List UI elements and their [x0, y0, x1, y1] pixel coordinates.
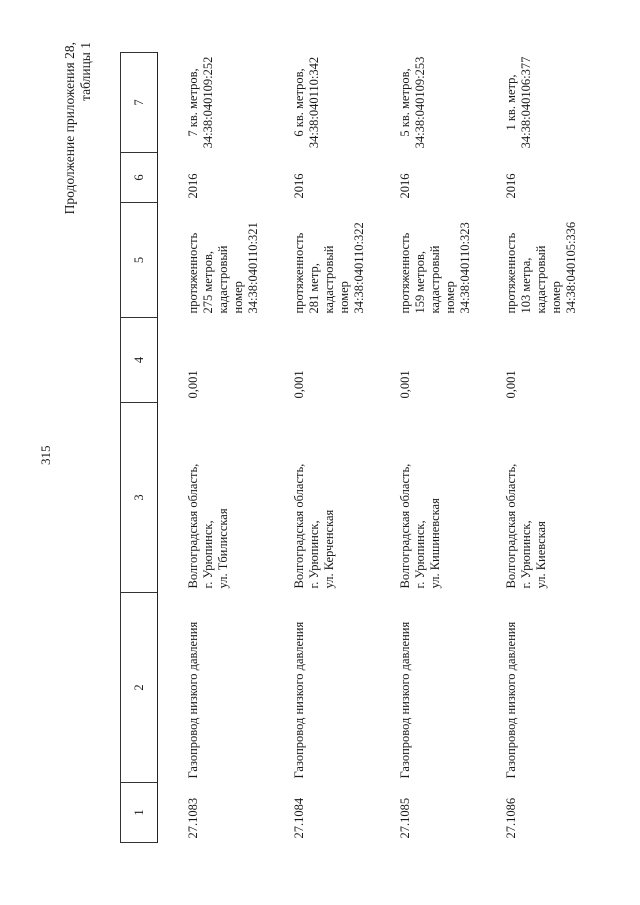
header-row [121, 53, 158, 843]
length-line: 34:38:040110:322 [352, 222, 366, 314]
table-row [264, 53, 370, 843]
length-line: протяженность [398, 232, 412, 314]
address-line: ул. Тбилисская [216, 508, 230, 589]
column-header-6: 6 [121, 153, 158, 203]
length-line: 34:38:040110:321 [246, 222, 260, 314]
object-address [158, 403, 265, 593]
area-line: 5 кв. метров, [398, 68, 412, 137]
column-header-2: 2 [121, 593, 158, 783]
length-line: протяженность [186, 232, 200, 314]
continuation-line-1: Продолжение приложения 28, [62, 42, 77, 215]
object-area [158, 53, 265, 153]
length-line: 103 метра, [519, 257, 533, 314]
length-line: кадастровый [534, 245, 548, 314]
column-header-4: 4 [121, 318, 158, 403]
length-line: номер [231, 281, 245, 314]
object-area [264, 53, 370, 153]
length-line: 275 метров, [201, 251, 215, 314]
table-row [476, 53, 582, 843]
object-area [476, 53, 582, 153]
address-line: Волгоградская область, [504, 463, 518, 589]
address-line: ул. Киевская [534, 521, 548, 589]
object-name: Газопровод низкого давления [398, 621, 412, 779]
object-year: 2016 [398, 173, 412, 199]
length-line: номер [443, 281, 457, 314]
object-length [264, 203, 370, 318]
object-length [476, 203, 582, 318]
object-length [158, 203, 265, 318]
column-header-5: 5 [121, 203, 158, 318]
length-line: 34:38:040105:336 [564, 221, 578, 314]
length-line: кадастровый [428, 245, 442, 314]
length-line: 281 метр, [307, 263, 321, 314]
object-name: Газопровод низкого давления [186, 621, 200, 779]
area-line: 1 кв. метр, [504, 74, 518, 131]
address-line: г. Урюпинск, [307, 520, 321, 589]
column-header-1: 1 [121, 783, 158, 843]
address-line: г. Урюпинск, [413, 520, 427, 589]
address-line: г. Урюпинск, [519, 520, 533, 589]
column-header-7: 7 [121, 53, 158, 153]
row-number: 27.1086 [504, 797, 518, 839]
address-line: ул. Керченская [322, 509, 336, 589]
address-line: ул. Кишиневская [428, 498, 442, 589]
area-line: 34:38:040109:252 [201, 56, 215, 149]
object-address [264, 403, 370, 593]
continuation-line-2: таблицы 1 [78, 42, 93, 101]
length-line: номер [549, 281, 563, 314]
object-address [476, 403, 582, 593]
length-line: 34:38:040110:323 [458, 222, 472, 314]
object-year: 2016 [504, 173, 518, 199]
address-line: г. Урюпинск, [201, 520, 215, 589]
length-line: кадастровый [216, 245, 230, 314]
object-name: Газопровод низкого давления [292, 621, 306, 779]
object-name: Газопровод низкого давления [504, 621, 518, 779]
object-length [370, 203, 476, 318]
object-value: 0,001 [186, 370, 200, 399]
object-area [370, 53, 476, 153]
object-value: 0,001 [398, 370, 412, 399]
table-row [370, 53, 476, 843]
length-line: протяженность [292, 232, 306, 314]
object-value: 0,001 [292, 370, 306, 399]
column-header-3: 3 [121, 403, 158, 593]
area-line: 34:38:040110:342 [307, 56, 321, 149]
length-line: кадастровый [322, 245, 336, 314]
object-year: 2016 [186, 173, 200, 199]
object-year: 2016 [292, 173, 306, 199]
address-line: Волгоградская область, [292, 463, 306, 589]
length-line: протяженность [504, 232, 518, 314]
area-line: 7 кв. метров, [186, 68, 200, 137]
area-line: 34:38:040106:377 [519, 56, 533, 149]
address-line: Волгоградская область, [398, 463, 412, 589]
row-number: 27.1084 [292, 797, 306, 839]
row-number: 27.1083 [186, 797, 200, 839]
length-line: номер [337, 281, 351, 314]
area-line: 6 кв. метров, [292, 68, 306, 137]
object-value: 0,001 [504, 370, 518, 399]
continuation-note [62, 42, 94, 214]
row-number: 27.1085 [398, 797, 412, 839]
page-number: 315 [38, 445, 53, 465]
address-line: Волгоградская область, [186, 463, 200, 589]
table-row [158, 53, 265, 843]
object-address [370, 403, 476, 593]
area-line: 34:38:040109:253 [413, 56, 427, 149]
length-line: 159 метров, [413, 251, 427, 314]
data-table [120, 52, 582, 843]
